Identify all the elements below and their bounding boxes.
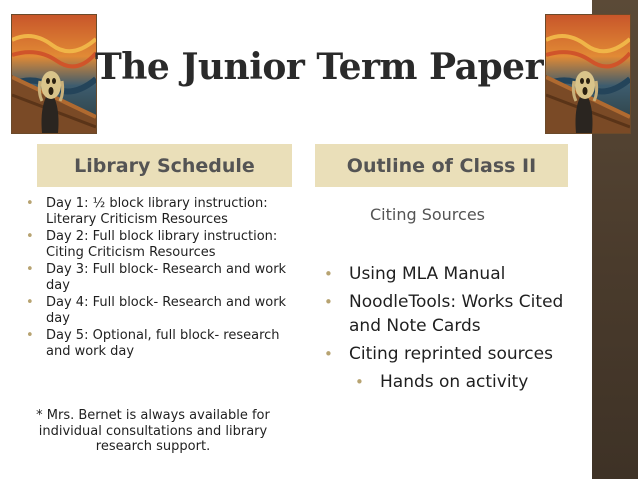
slide-title: The Junior Term Paper — [94, 46, 544, 88]
bullet-icon: • — [324, 265, 333, 283]
bullet-icon: • — [26, 328, 34, 343]
list-sub-item — [318, 370, 578, 394]
outline-class-header-label: Outline of Class II — [346, 154, 537, 177]
library-schedule-header-label: Library Schedule — [74, 154, 255, 177]
list-item-text: Day 5: Optional, full block- research and work day — [46, 328, 280, 359]
list-item-text: Hands on activity — [380, 372, 529, 392]
list-item-text: Day 3: Full block- Research and work day — [46, 262, 287, 293]
library-schedule-list — [22, 196, 290, 361]
bullet-icon: • — [26, 295, 34, 310]
list-item — [22, 196, 290, 227]
list-item-text: Day 1: ½ block library instruction: Literary Criticism Resources — [46, 196, 268, 227]
list-item — [22, 328, 290, 359]
list-item-text: Using MLA Manual — [349, 264, 506, 284]
availability-note: * Mrs. Bernet is always available for individual consultations and library research support. — [36, 408, 270, 454]
list-item-text: Day 2: Full block library instruction: Citing Criticism Resources — [46, 229, 278, 260]
citing-sources-subheading: Citing Sources — [370, 205, 486, 224]
list-item — [22, 295, 290, 326]
list-item — [22, 262, 290, 293]
list-item — [318, 290, 578, 338]
bullet-icon: • — [26, 196, 34, 211]
outline-class-header — [315, 144, 568, 187]
list-item-text: NoodleTools: Works Cited and Note Cards — [349, 292, 564, 336]
library-schedule-header — [37, 144, 292, 187]
list-item — [318, 262, 578, 286]
list-item — [318, 342, 578, 366]
outline-list — [318, 262, 578, 394]
bullet-icon: • — [324, 345, 333, 363]
list-item — [22, 229, 290, 260]
bullet-icon: • — [355, 373, 364, 391]
bullet-icon: • — [324, 293, 333, 311]
list-item-text: Day 4: Full block- Research and work day — [46, 295, 287, 326]
bullet-icon: • — [26, 262, 34, 277]
bullet-icon: • — [26, 229, 34, 244]
list-item-text: Citing reprinted sources — [349, 344, 553, 364]
